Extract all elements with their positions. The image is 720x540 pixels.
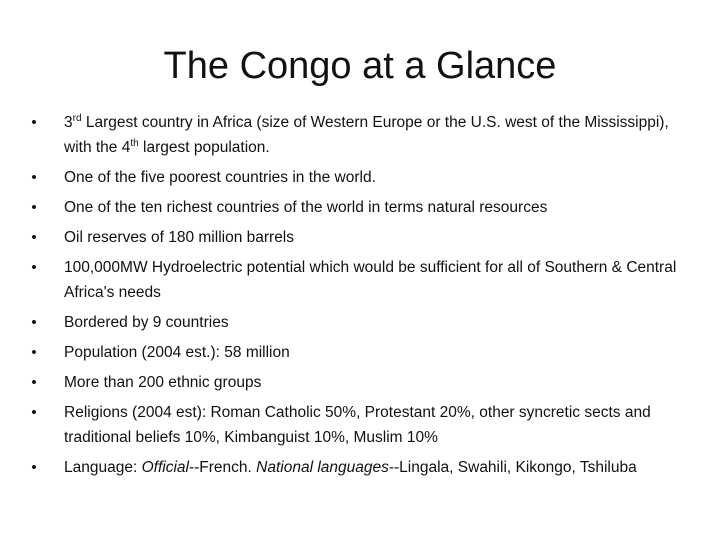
text-fragment: 3	[64, 114, 73, 131]
list-item	[28, 110, 688, 160]
bullet-text: Religions (2004 est): Roman Catholic 50%, Protestant 20%, other syncretic sects and traditional beliefs 10%, Kimbanguist 10%, Muslim 10%	[64, 404, 651, 446]
bullet-text: Population (2004 est.): 58 million	[64, 344, 290, 361]
italic-label: Official	[141, 459, 189, 476]
bullet-icon: •	[31, 229, 37, 246]
bullet-text: 100,000MW Hydroelectric potential which would be sufficient for all of Southern & Central Africa's needs	[64, 259, 677, 301]
bullet-text	[64, 114, 669, 156]
superscript: rd	[72, 112, 82, 124]
bullet-icon: •	[31, 199, 37, 216]
bullet-icon: •	[31, 344, 37, 361]
list-item	[28, 340, 688, 365]
list-item	[28, 225, 688, 250]
bullet-text: Oil reserves of 180 million barrels	[64, 229, 295, 246]
bullet-icon: •	[31, 314, 37, 331]
italic-label: National languages	[256, 459, 389, 476]
bullet-text: Bordered by 9 countries	[64, 314, 229, 331]
list-item	[28, 370, 688, 395]
bullet-icon: •	[31, 374, 37, 391]
text-fragment: largest population.	[138, 139, 270, 156]
bullet-text: More than 200 ethnic groups	[64, 374, 262, 391]
list-item	[28, 165, 688, 190]
text-fragment: --French.	[188, 459, 257, 476]
bullet-icon: •	[31, 169, 37, 186]
text-fragment: Language:	[64, 459, 142, 476]
list-item	[28, 400, 688, 450]
list-item	[28, 255, 688, 305]
bullet-icon: •	[31, 459, 37, 476]
list-item	[28, 195, 688, 220]
bullet-icon: •	[31, 259, 37, 276]
bullet-list	[28, 110, 688, 485]
bullet-text: One of the five poorest countries in the world.	[64, 169, 376, 186]
text-fragment: Largest country in Africa (size of Western Europe or the U.S. west of the Mississippi), with the 4	[64, 114, 669, 156]
list-item	[28, 455, 688, 480]
list-item	[28, 310, 688, 335]
text-fragment: --Lingala, Swahili, Kikongo, Tshiluba	[388, 459, 637, 476]
bullet-icon: •	[31, 404, 37, 421]
bullet-text	[64, 459, 637, 476]
slide-title: The Congo at a Glance	[163, 45, 557, 87]
bullet-text: One of the ten richest countries of the world in terms natural resources	[64, 199, 548, 216]
bullet-icon: •	[31, 114, 37, 131]
superscript: th	[130, 137, 139, 149]
